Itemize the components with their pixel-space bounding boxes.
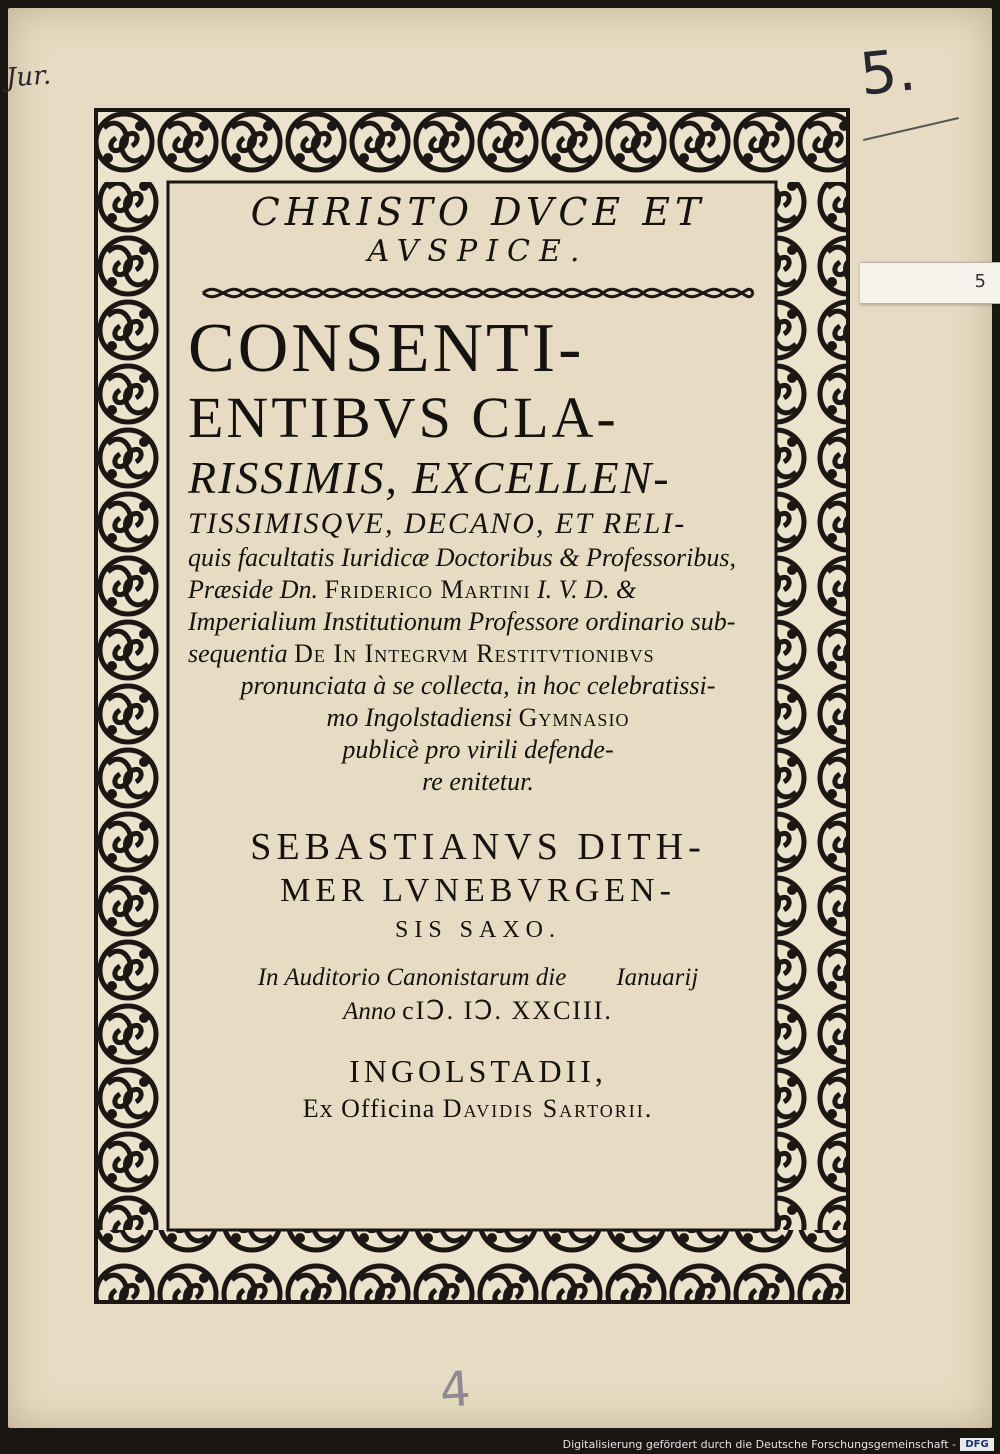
handwritten-number-bottom: 4 — [438, 1361, 473, 1419]
praeses-title: I. V. D. & — [536, 575, 637, 604]
respondent-line-1: SEBASTIANVS DITH- — [250, 826, 706, 868]
handwritten-number-top-right: 5. — [856, 35, 919, 109]
respondent-line-3: SIS SAXO. — [394, 917, 562, 943]
body-line-6 — [188, 574, 768, 606]
imprint-printer — [188, 1091, 768, 1127]
title-text-block — [188, 190, 768, 1150]
praeses-name: Friderico Martini — [324, 575, 531, 604]
paper-tab-marker — [860, 262, 1000, 304]
body-line-10 — [188, 702, 768, 734]
digitization-credit — [0, 1436, 1000, 1454]
heading-line-4: TISSIMISQVE, DECANO, ET RELI- — [188, 507, 687, 540]
body-line-7: Imperialium Institutionum Professore ordinario sub- — [188, 607, 736, 636]
body-line-9: pronunciata à se collecta, in hoc celebratissi- — [240, 671, 716, 700]
month-text: Ianuarij — [616, 964, 699, 991]
date-line — [188, 994, 768, 1029]
motto-line-1: CHRISTO DVCE ET — [250, 190, 706, 234]
ornament-rule-icon — [198, 280, 758, 306]
handwritten-note-top-left: Jur. — [5, 60, 53, 94]
body-line-11: publicè pro virili defende- — [342, 735, 614, 764]
anno-label: Anno — [343, 998, 396, 1025]
gymnasio-text: Gymnasio — [518, 703, 630, 732]
auditorium-text: In Auditorio Canonistarum die — [257, 964, 567, 991]
body-line-12: re enitetur. — [422, 767, 534, 796]
heading-line-2: ENTIBVS CLA- — [188, 385, 619, 450]
tab-number: 5 — [974, 271, 986, 292]
printer-name: Davidis Sartorii. — [442, 1094, 654, 1123]
place-line — [188, 962, 768, 994]
respondent-line-2: MER LVNEBVRGEN- — [280, 872, 676, 909]
motto-line-2: AVSPICE. — [367, 234, 589, 269]
imprint-city: INGOLSTADII, — [349, 1053, 607, 1089]
praeside-label: Præside Dn. — [188, 575, 318, 604]
thesis-subject: De In Integrvm Restitvtionibvs — [294, 639, 655, 668]
officina-text: Ex Officina — [302, 1094, 436, 1123]
year-numeral: cIↃ. IↃ. XXCIII. — [402, 996, 613, 1025]
ingolstadt-text: mo Ingolstadiensi — [326, 703, 513, 732]
heading-line-3: RISSIMIS, EXCELLEN- — [188, 452, 671, 503]
credit-text: Digitalisierung gefördert durch die Deutsche Forschungsgemeinschaft - — [562, 1438, 956, 1451]
heading-line-1: CONSENTI- — [188, 310, 585, 387]
sequentia-text: sequentia — [188, 639, 288, 668]
ornamental-rule — [188, 280, 768, 306]
dfg-logo-icon: DFG — [960, 1438, 994, 1451]
body-line-5: quis facultatis Iuridicæ Doctoribus & Professoribus, — [188, 543, 736, 572]
body-line-8 — [188, 638, 768, 670]
